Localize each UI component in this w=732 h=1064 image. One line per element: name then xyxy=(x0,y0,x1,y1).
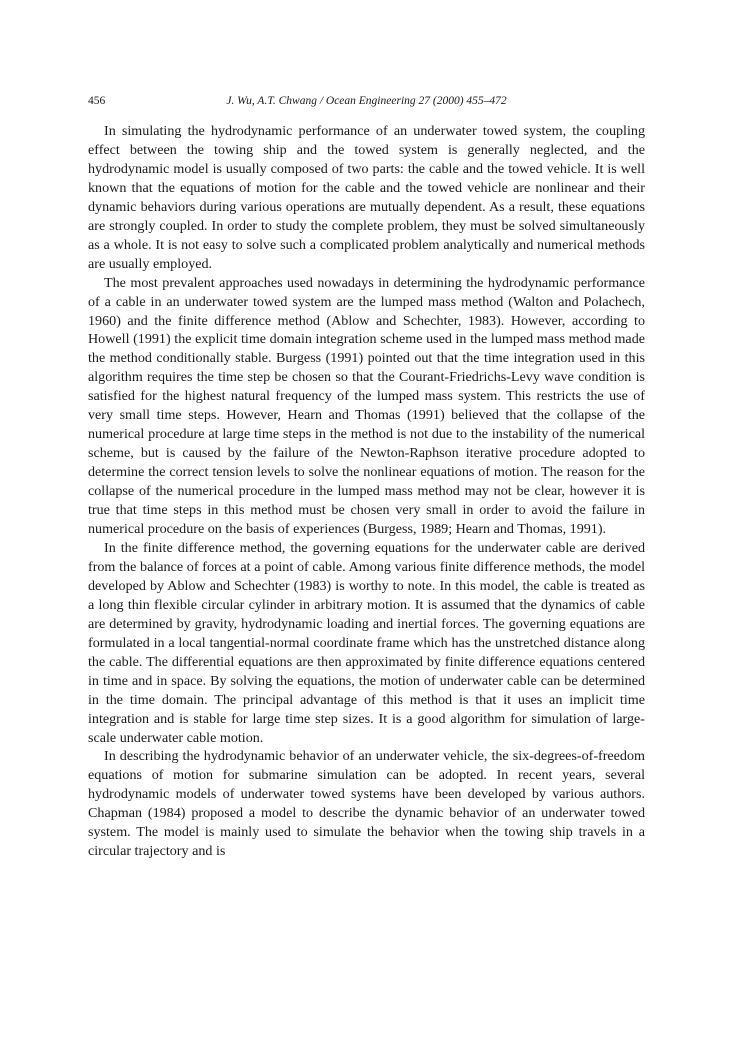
paragraph-4: In describing the hydrodynamic behavior of an underwater vehicle, the six-degrees-of-freedom equations of motion for submarine simulation can be adopted. In recent years, several hydrodynamic models of underwater towed systems have been developed by various authors. Chapman (1984) proposed a model to describe the dynamic behavior of an underwater towed system. The model is mainly used to simulate the behavior when the towing ship travels in a circular trajectory and is xyxy=(88,748,645,860)
page-header xyxy=(88,93,645,109)
page-number: 456 xyxy=(88,95,106,107)
body-text xyxy=(88,122,645,861)
paragraph-3: In the finite difference method, the governing equations for the underwater cable are derived from the balance of forces at a point of cable. Among various finite difference methods, the model developed by Ablow and Schechter (1983) is worthy to note. In this model, the cable is treated as a long thin flexible circular cylinder in arbitrary motion. It is assumed that the dynamics of cable are determined by gravity, hydrodynamic loading and inertial forces. The governing equations are formulated in a local tangential-normal coordinate frame which has the unstretched distance along the cable. The differential equations are then approximated by finite difference equations centered in time and in space. By solving the equations, the motion of underwater cable can be determined in the time domain. The principal advantage of this method is that it uses an implicit time integration and is stable for large time step sizes. It is a good algorithm for simulation of large-scale underwater cable motion. xyxy=(88,539,645,746)
running-head: J. Wu, A.T. Chwang / Ocean Engineering 27 (2000) 455–472 xyxy=(226,95,507,107)
paragraph-2: The most prevalent approaches used nowadays in determining the hydrodynamic performance of a cable in an underwater towed system are the lumped mass method (Walton and Polachech, 1960) and the finite difference method (Ablow and Schechter, 1983). However, according to Howell (1991) the explicit time domain integration scheme used in the lumped mass method made the method conditionally stable. Burgess (1991) pointed out that the time integration used in this algorithm requires the time step be chosen so that the Courant-Friedrichs-Levy wave condition is satisfied for the highest natural frequency of the lumped mass system. This restricts the use of very small time steps. However, Hearn and Thomas (1991) believed that the collapse of the numerical procedure at large time steps in the method is not due to the instability of the numerical scheme, but is caused by the failure of the Newton-Raphson iterative procedure adopted to determine the correct tension levels to solve the nonlinear equations of motion. The reason for the collapse of the numerical procedure in the lumped mass method may not be clear, however it is true that time steps in this method must be chosen very small in order to avoid the failure in numerical procedure on the basis of experiences (Burgess, 1989; Hearn and Thomas, 1991). xyxy=(88,274,645,538)
paragraph-1: In simulating the hydrodynamic performance of an underwater towed system, the coupling effect between the towing ship and the towed system is generally neglected, and the hydrodynamic model is usually composed of two parts: the cable and the towed vehicle. It is well known that the equations of motion for the cable and the towed vehicle are nonlinear and their dynamic behaviors during various operations are mutually dependent. As a result, these equations are strongly coupled. In order to study the complete problem, they must be solved simultaneously as a whole. It is not easy to solve such a complicated problem analytically and numerical methods are usually employed. xyxy=(88,123,645,272)
